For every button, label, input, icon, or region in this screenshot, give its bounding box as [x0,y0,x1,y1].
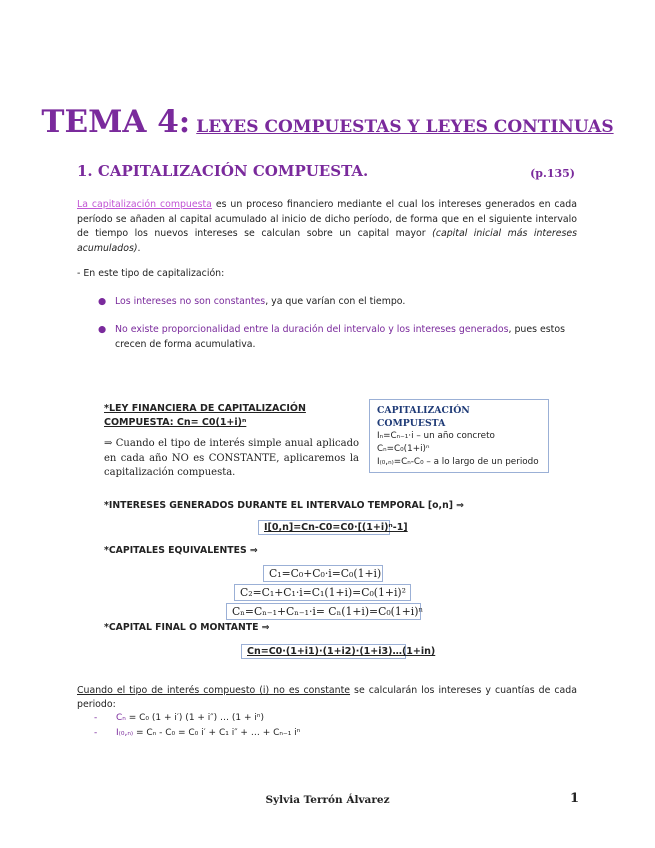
law-heading-line1: *LEY FINANCIERA DE CAPITALIZACIÓN [104,403,306,414]
intro-line: - En este tipo de capitalización: [77,268,225,279]
dash-icon: - [94,713,98,723]
definition-text: es un proceso financiero mediante el cual los intereses generados en cada período se añaden al capital acumulado al inicio de dicho período, de forma que en el siguiente intervalo de tiempo los nuevos intereses se calculan sobre un capital mayor [77,199,577,240]
bullet-highlight: Los intereses no son constantes [115,296,266,307]
final-heading: *CAPITAL FINAL O MONTANTE ⇒ [104,622,270,633]
law-heading-line2: COMPUESTA: Cn= C0(1+i)ⁿ [104,417,247,428]
bullet-dot-icon: ● [98,296,107,307]
item-rhs: = C₀ (1 + i′) (1 + i″) … (1 + iⁿ) [125,713,264,723]
bullet-rest: , pues estos crecen de forma acumulativa. [115,324,565,350]
variable-underlined: Cuando el tipo de interés compuesto (i) no es constante [77,685,351,696]
item-lhs: Cₙ [116,713,126,723]
definition-end: . [137,242,141,254]
summary-box-line: Iₙ=Cₙ₋₁·i – un año concreto [377,431,495,441]
bullet-highlight: No existe proporcionalidad entre la duración del intervalo y los intereses generados [115,324,509,335]
final-formula: Cn=C0·(1+i1)·(1+i2)·(1+i3)…(1+in) [241,644,406,659]
bullet-rest: , ya que varían con el tiempo. [265,296,406,307]
interests-heading: *INTERESES GENERADOS DURANTE EL INTERVALO TEMPORAL [o,n] ⇒ [104,500,464,511]
equivalents-heading: *CAPITALES EQUIVALENTES ⇒ [104,545,258,556]
title-subtitle: LEYES COMPUESTAS Y LEYES CONTINUAS [196,117,614,137]
interests-formula: I[0,n]=Cn-C0=C0·[(1+i)ⁿ-1] [258,520,390,535]
page-number: 1 [570,791,580,806]
title-main: TEMA 4: [41,104,191,140]
item-lhs: I₍₀,ₙ₎ [116,728,134,738]
summary-box-line: Cₙ=C₀(1+i)ⁿ [377,444,430,454]
equivalent-formula: Cₙ=Cₙ₋₁+Cₙ₋₁·i= Cₙ(1+i)=C₀(1+i)ⁿ [226,603,421,620]
variable-text: se calcularán los intereses y cuantías de cada periodo: [77,685,577,710]
list-item [98,295,578,310]
law-description: ⇒ Cuando el tipo de interés simple anual aplicado en cada año NO es CONSTANTE, aplicaremos la capitalización compuesta. [104,438,359,478]
definition-term: La capitalización compuesta [77,199,212,210]
definition-italic: (capital inicial más intereses acumulados) [77,228,578,254]
section-heading: 1. CAPITALIZACIÓN COMPUESTA. [77,162,369,180]
equivalent-formula: C₂=C₁+C₁·i=C₁(1+i)=C₀(1+i)² [234,584,411,601]
list-item [98,323,578,352]
page-reference: (p.135) [530,167,575,180]
summary-box-line: I₍₀,ₙ₎=Cₙ-C₀ – a lo largo de un periodo [377,457,539,467]
law-heading [104,402,364,430]
list-item [94,728,301,738]
dash-icon: - [94,728,98,738]
page-title [0,104,655,140]
item-rhs: = Cₙ - C₀ = C₀ i′ + C₁ i″ + … + Cₙ₋₁ iⁿ [133,728,301,738]
footer-author: Sylvia Terrón Álvarez [265,794,390,806]
variable-paragraph [77,684,577,712]
summary-box-title: CAPITALIZACIÓN COMPUESTA [377,405,470,429]
equivalent-formula: C₁=C₀+C₀·i=C₀(1+i) [263,565,383,582]
definition-paragraph [77,198,577,256]
summary-box [369,399,549,473]
bullet-dot-icon: ● [98,324,107,335]
list-item [94,713,264,723]
